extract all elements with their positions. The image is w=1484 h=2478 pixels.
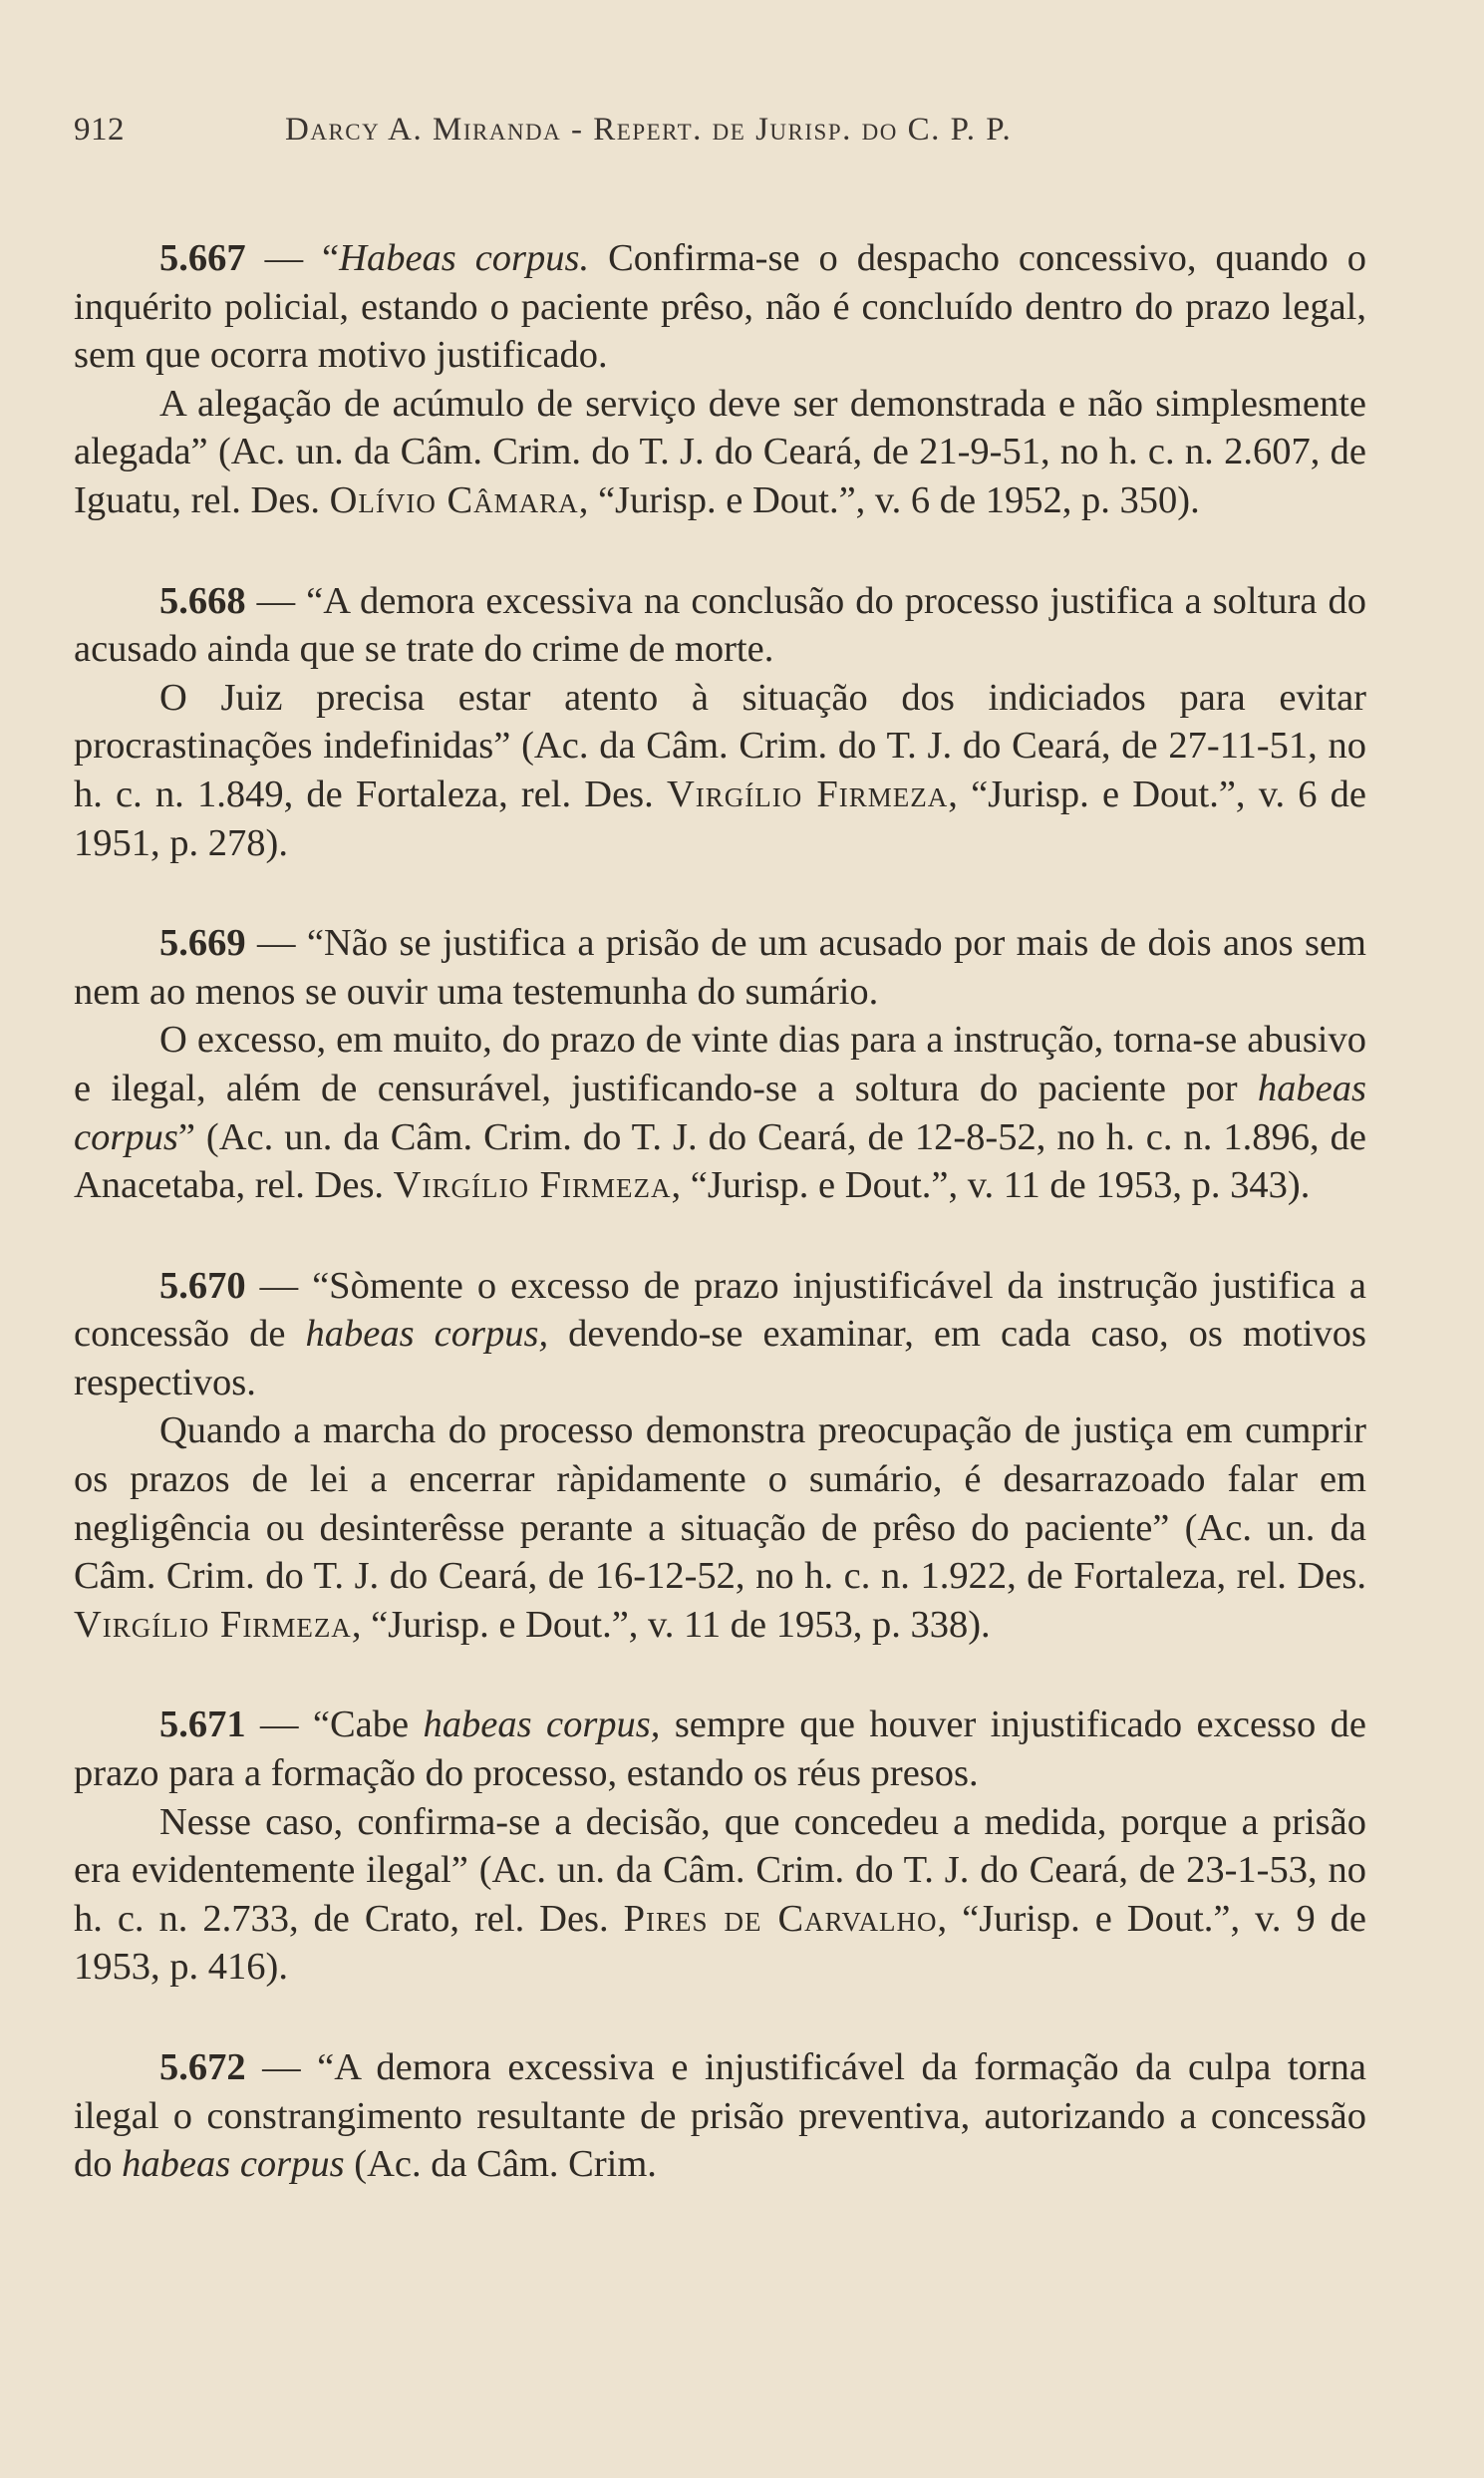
entry-paragraph: 5.672 — “A demora excessiva e injustificável da formação da culpa torna ilegal o constrangimento resultante de prisão preventiva, autorizando a concessão do habeas corpus (Ac. da Câm. Crim. — [74, 2046, 1366, 2186]
entry-number: 5.667 — [159, 237, 246, 279]
entry-number: 5.671 — [159, 1704, 246, 1746]
entry-paragraph: Quando a marcha do processo demonstra preocupação de justiça em cumprir os prazos de lei a encerrar ràpidamente o sumário, é desarrazoado falar em negligência ou desinterêsse perante a situação de prêso do paciente” (Ac. un. da Câm. Crim. do T. J. do Ceará, de 16-12-52, no h. c. n. 1.922, de Fortaleza, rel. Des. Virgílio Firmeza, “Jurisp. e Dout.”, v. 11 de 1953, p. 338). — [74, 1409, 1366, 1646]
italic-term: habeas corpus, — [423, 1704, 661, 1746]
entry-paragraph: Nesse caso, confirma-se a decisão, que concedeu a medida, porque a prisão era evidentemente ilegal” (Ac. un. da Câm. Crim. do T. J. do Ceará, de 23-1-53, no h. c. n. 2.733, de Crato, rel. Des. Pires de Carvalho, “Jurisp. e Dout.”, v. 9 de 1953, p. 416). — [74, 1800, 1366, 1989]
entry-5669 — [74, 919, 1366, 1210]
entry-paragraph: O Juiz precisa estar atento à situação dos indiciados para evitar procrastinações indefinidas” (Ac. da Câm. Crim. do T. J. do Ceará, de 27-11-51, no h. c. n. 1.849, de Fortaleza, rel. Des. Virgílio Firmeza, “Jurisp. e Dout.”, v. 6 de 1951, p. 278). — [74, 676, 1366, 864]
page-number: 912 — [74, 112, 125, 148]
italic-term: habeas corpus, — [305, 1313, 549, 1356]
italic-term: Habeas corpus. — [339, 237, 590, 279]
entry-paragraph: 5.668 — “A demora excessiva na conclusão do processo justifica a soltura do acusado ainda que se trate do crime de morte. — [74, 579, 1366, 671]
entry-number: 5.670 — [159, 1264, 246, 1307]
entry-5668 — [74, 577, 1366, 868]
running-head: Darcy A. Miranda - Repert. de Jurisp. do C. P. P. — [285, 112, 1013, 148]
judge-name: Virgílio Firmeza — [393, 1164, 672, 1207]
entry-5671 — [74, 1701, 1366, 1992]
entry-paragraph: 5.671 — “Cabe habeas corpus, sempre que houver injustificado excesso de prazo para a formação do processo, estando os réus presos. — [74, 1704, 1366, 1795]
entry-number: 5.669 — [159, 922, 246, 965]
entry-paragraph: A alegação de acúmulo de serviço deve ser demonstrada e não simplesmente alegada” (Ac. un. da Câm. Crim. do T. J. do Ceará, de 21-9-51, no h. c. n. 2.607, de Iguatu, rel. Des. Olívio Câmara, “Jurisp. e Dout.”, v. 6 de 1952, p. 350). — [74, 382, 1366, 521]
italic-term: habeas corpus — [122, 2143, 345, 2186]
entry-5670 — [74, 1262, 1366, 1650]
entry-paragraph: O excesso, em muito, do prazo de vinte dias para a instrução, torna-se abusivo e ilegal, além de censurável, justificando-se a soltura do paciente por habeas corpus” (Ac. un. da Câm. Crim. do T. J. do Ceará, de 12-8-52, no h. c. n. 1.896, de Anacetaba, rel. Des. Virgílio Firmeza, “Jurisp. e Dout.”, v. 11 de 1953, p. 343). — [74, 1019, 1366, 1207]
italic-term: habeas corpus — [74, 1067, 1366, 1158]
entry-5667 — [74, 234, 1366, 525]
entry-5672 — [74, 2043, 1366, 2189]
judge-name: Pires de Carvalho — [623, 1897, 938, 1940]
entry-paragraph: 5.667 — “Habeas corpus. Confirma-se o despacho concessivo, quando o inquérito policial, estando o paciente prêso, não é concluído dentro do prazo legal, sem que ocorra motivo justificado. — [74, 237, 1366, 377]
judge-name: Virgílio Firmeza — [666, 773, 949, 815]
entry-paragraph: 5.670 — “Sòmente o excesso de prazo injustificável da instrução justifica a concessão de habeas corpus, devendo-se examinar, em cada caso, os motivos respectivos. — [74, 1264, 1367, 1403]
judge-name: Virgílio Firmeza — [74, 1603, 352, 1646]
judge-name: Olívio Câmara — [329, 478, 579, 521]
page-header — [74, 112, 1366, 149]
entry-number: 5.672 — [159, 2046, 246, 2088]
entry-number: 5.668 — [159, 579, 246, 622]
entry-paragraph: 5.669 — “Não se justifica a prisão de um acusado por mais de dois anos sem nem ao menos se ouvir uma testemunha do sumário. — [74, 922, 1366, 1013]
